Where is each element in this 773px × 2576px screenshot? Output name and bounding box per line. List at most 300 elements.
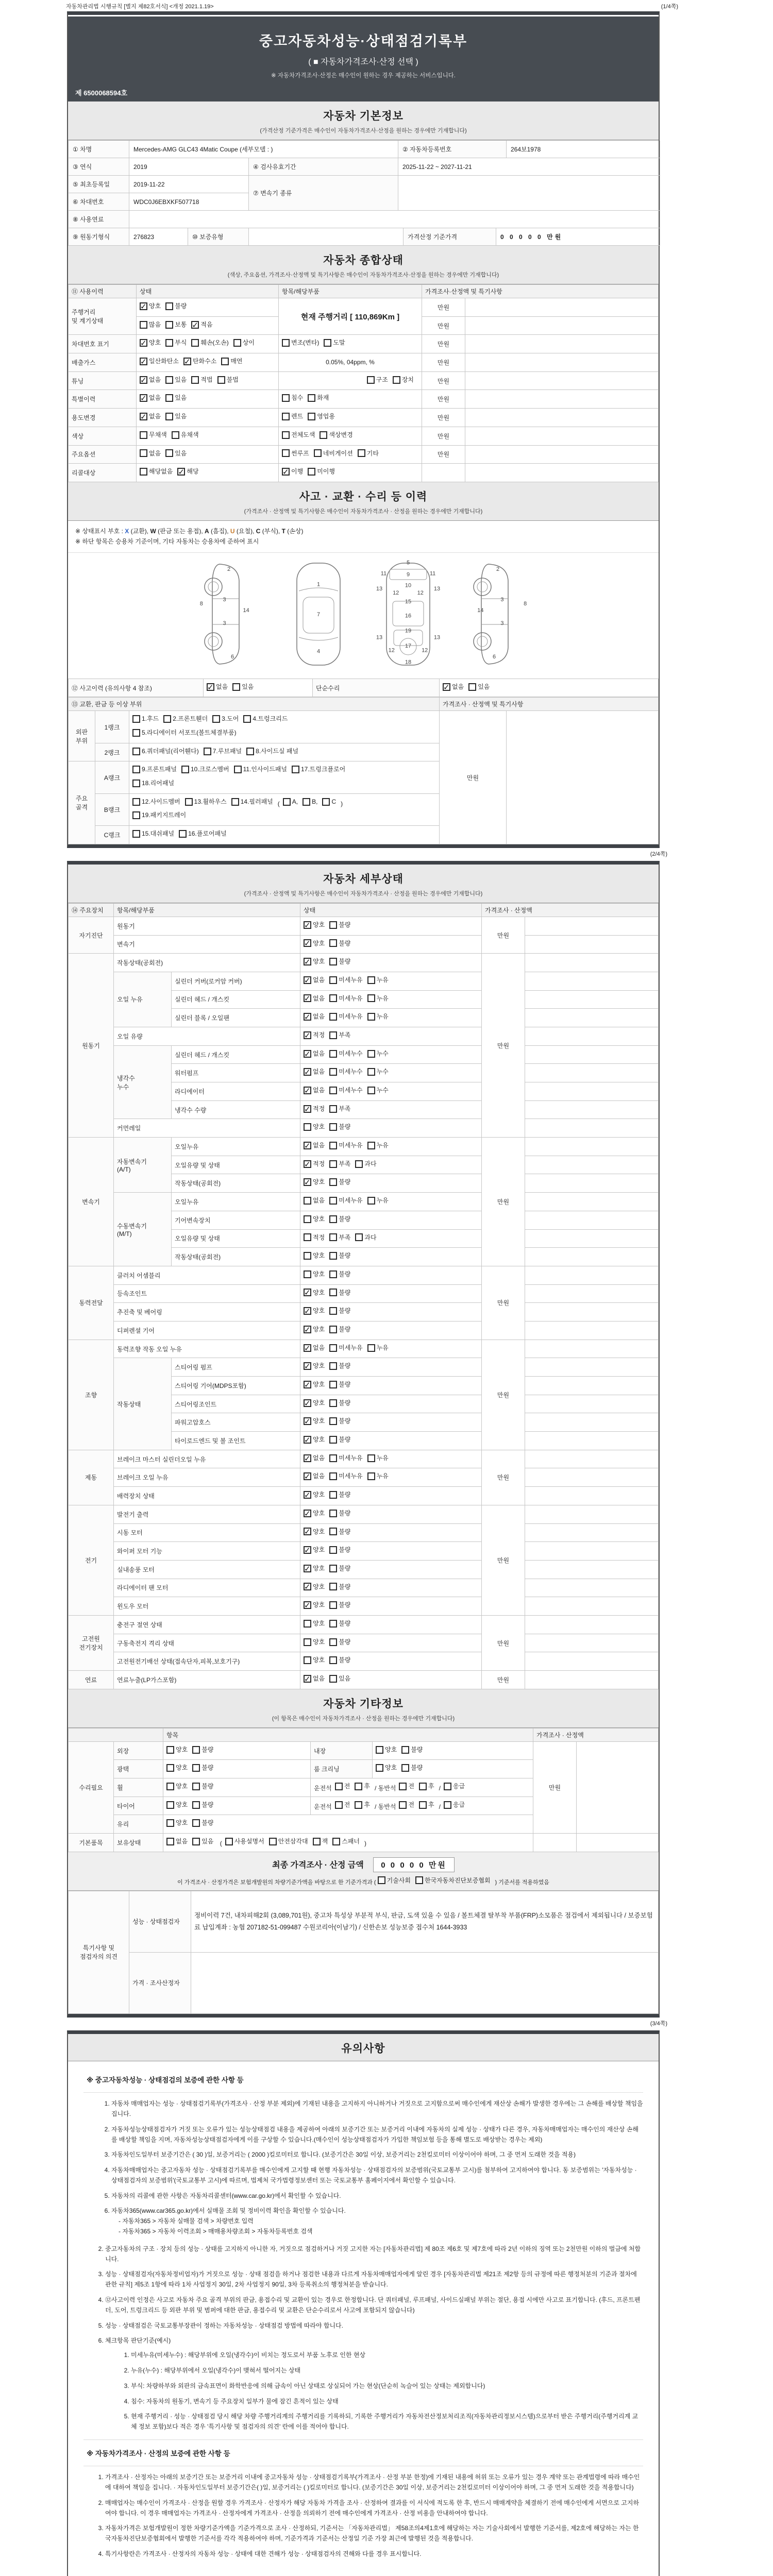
option[interactable]: 미이행 (308, 466, 335, 478)
checkbox[interactable] (329, 921, 337, 929)
option[interactable]: 없음 (166, 1836, 188, 1848)
option[interactable]: 불량 (192, 1817, 213, 1829)
checkbox[interactable] (367, 1197, 375, 1205)
checkbox[interactable] (140, 321, 147, 329)
checkbox[interactable] (367, 1087, 375, 1094)
checkbox[interactable] (308, 468, 315, 476)
checkbox[interactable] (282, 468, 290, 476)
option[interactable]: 보통 (165, 319, 187, 331)
option[interactable]: 12.사이드멤버 (132, 796, 180, 808)
checkbox[interactable] (367, 1142, 375, 1149)
checkbox[interactable] (329, 1068, 337, 1076)
option[interactable]: 사용설명서 (225, 1836, 264, 1848)
checkbox[interactable] (282, 431, 290, 439)
option[interactable]: ✓ 양호 (304, 938, 325, 950)
checkbox[interactable] (212, 715, 220, 723)
checkbox[interactable] (304, 1050, 311, 1058)
checkbox[interactable] (322, 798, 330, 806)
option[interactable]: 불량 (329, 956, 350, 968)
checkbox[interactable] (304, 1638, 311, 1646)
checkbox[interactable] (378, 1876, 385, 1884)
checkbox[interactable] (329, 1656, 337, 1664)
checkbox[interactable] (140, 358, 147, 365)
checkbox[interactable] (132, 798, 140, 806)
option[interactable]: 후 (355, 1799, 370, 1811)
checkbox[interactable] (192, 1819, 200, 1827)
checkbox[interactable] (304, 1068, 311, 1076)
checkbox[interactable] (304, 1160, 311, 1168)
checkbox[interactable] (304, 939, 311, 947)
checkbox[interactable] (367, 1050, 375, 1058)
option[interactable]: 해당없음 (140, 466, 173, 478)
checkbox[interactable] (468, 683, 476, 691)
checkbox[interactable] (140, 394, 147, 402)
checkbox[interactable] (335, 1783, 343, 1790)
option[interactable]: C (322, 796, 336, 808)
checkbox[interactable] (358, 449, 365, 457)
option[interactable]: 불량 (329, 1581, 350, 1593)
option[interactable]: ✓ 양호 (304, 1599, 325, 1611)
option[interactable]: 양호 (166, 1817, 188, 1829)
checkbox[interactable] (329, 1491, 337, 1499)
option[interactable]: 불량 (329, 1250, 350, 1262)
option[interactable]: 양호 (166, 1762, 188, 1774)
option[interactable]: 10.크로스멤버 (181, 764, 229, 775)
checkbox[interactable] (329, 1601, 337, 1609)
option[interactable]: 미세누유 (329, 974, 362, 986)
option[interactable]: 불량 (329, 1507, 350, 1519)
checkbox[interactable] (329, 1620, 337, 1628)
checkbox[interactable] (304, 1675, 311, 1683)
option[interactable]: ✓ 양호 (304, 1581, 325, 1593)
checkbox[interactable] (232, 683, 240, 691)
option[interactable]: 있음 (232, 681, 254, 693)
option[interactable]: 도말 (324, 337, 345, 349)
option[interactable]: 있음 (165, 392, 187, 404)
checkbox[interactable] (314, 449, 322, 457)
option[interactable]: 기타 (358, 448, 379, 460)
checkbox[interactable] (231, 798, 239, 806)
option[interactable]: 11.인사이드패널 (234, 764, 287, 775)
option[interactable]: 불량 (329, 1121, 350, 1133)
checkbox[interactable] (329, 1252, 337, 1260)
option[interactable]: 유채색 (172, 429, 199, 441)
checkbox[interactable] (401, 1746, 409, 1754)
option[interactable]: 누유 (367, 1452, 389, 1464)
checkbox[interactable] (304, 976, 311, 984)
checkbox[interactable] (367, 1472, 375, 1480)
option[interactable]: 누유 (367, 1470, 389, 1482)
checkbox[interactable] (304, 1546, 311, 1554)
option[interactable]: 있음 (468, 681, 490, 693)
option[interactable]: ✓ 양호 (304, 1397, 325, 1409)
option[interactable]: 양호 (376, 1744, 397, 1756)
option[interactable]: 불량 (329, 1636, 350, 1648)
option[interactable]: 9.프론트패널 (132, 764, 177, 775)
checkbox[interactable] (304, 1601, 311, 1609)
checkbox[interactable] (234, 766, 242, 773)
checkbox[interactable] (192, 1746, 200, 1754)
option[interactable]: ✓ 양호 (140, 300, 161, 312)
checkbox[interactable] (367, 994, 375, 1002)
option[interactable]: 불량 (401, 1762, 423, 1774)
checkbox[interactable] (207, 683, 214, 691)
checkbox[interactable] (304, 921, 311, 929)
option[interactable]: ✓ 이행 (282, 466, 303, 478)
option[interactable]: 불량 (329, 1489, 350, 1501)
option[interactable]: 불량 (329, 1305, 350, 1317)
option[interactable]: 잭 (313, 1836, 328, 1848)
option[interactable]: ✓ 없음 (304, 974, 325, 986)
option[interactable]: ✓ 없음 (304, 993, 325, 1005)
option[interactable]: 불량 (329, 1379, 350, 1391)
option[interactable]: 미세누유 (329, 1452, 362, 1464)
checkbox[interactable] (329, 1289, 337, 1296)
option[interactable]: 네비게이션 (314, 448, 353, 460)
checkbox[interactable] (329, 1050, 337, 1058)
option[interactable]: 적정 (304, 1232, 325, 1244)
option[interactable]: 미세누유 (329, 1140, 362, 1151)
option[interactable]: ✓ 적정 (304, 1103, 325, 1115)
option[interactable]: 스패너 (332, 1836, 360, 1848)
checkbox[interactable] (329, 1454, 337, 1462)
option[interactable]: 전 (335, 1799, 350, 1811)
option[interactable]: 양호 (304, 1213, 325, 1225)
checkbox[interactable] (304, 1565, 311, 1572)
option[interactable]: 불량 (329, 1287, 350, 1299)
checkbox[interactable] (191, 376, 199, 384)
option[interactable]: ✓ 양호 (304, 956, 325, 968)
checkbox[interactable] (329, 1123, 337, 1131)
option[interactable]: ✓ 없음 (304, 1066, 325, 1078)
option[interactable]: 양호 (304, 1250, 325, 1262)
option[interactable]: 1.후드 (132, 713, 159, 725)
checkbox[interactable] (419, 1783, 427, 1790)
option[interactable]: ✓ 양호 (304, 1434, 325, 1446)
checkbox[interactable] (329, 1344, 337, 1352)
option[interactable]: 있음 (329, 1673, 350, 1685)
checkbox[interactable] (367, 976, 375, 984)
option[interactable]: 불량 (329, 1618, 350, 1630)
option[interactable]: B, (303, 796, 317, 808)
checkbox[interactable] (304, 1307, 311, 1315)
option[interactable]: 적법 (191, 374, 212, 386)
checkbox[interactable] (329, 1472, 337, 1480)
checkbox[interactable] (304, 1436, 311, 1444)
option[interactable]: 썬루프 (282, 448, 309, 460)
checkbox[interactable] (246, 748, 254, 755)
checkbox[interactable] (166, 1838, 174, 1845)
option[interactable]: 불법 (217, 374, 239, 386)
option[interactable]: 있음 (165, 448, 187, 460)
checkbox[interactable] (329, 1087, 337, 1094)
checkbox[interactable] (165, 413, 173, 420)
checkbox[interactable] (282, 413, 290, 420)
option[interactable]: 2.프론트휀더 (163, 713, 208, 725)
checkbox[interactable] (329, 1399, 337, 1407)
checkbox[interactable] (329, 1510, 337, 1517)
checkbox[interactable] (140, 339, 147, 347)
checkbox[interactable] (166, 1746, 174, 1754)
option[interactable]: ✓ 양호 (140, 337, 161, 349)
checkbox[interactable] (132, 729, 140, 737)
checkbox[interactable] (329, 994, 337, 1002)
checkbox[interactable] (140, 468, 147, 476)
option[interactable]: 누유 (367, 1011, 389, 1023)
option[interactable]: 부족 (329, 1029, 350, 1041)
checkbox[interactable] (225, 1838, 233, 1845)
checkbox[interactable] (304, 1326, 311, 1333)
option[interactable]: 전체도색 (282, 429, 315, 441)
option[interactable]: 누수 (367, 1066, 389, 1078)
option[interactable]: 불량 (329, 1415, 350, 1427)
checkbox[interactable] (303, 798, 310, 806)
option[interactable]: 미세누수 (329, 1066, 362, 1078)
checkbox[interactable] (166, 1819, 174, 1827)
checkbox[interactable] (329, 1270, 337, 1278)
checkbox[interactable] (304, 1399, 311, 1407)
checkbox[interactable] (233, 339, 241, 347)
option[interactable]: 3.도어 (212, 713, 239, 725)
option[interactable]: 누유 (367, 1195, 389, 1207)
option[interactable]: 안전삼각대 (269, 1836, 308, 1848)
option[interactable]: 양호 (376, 1762, 397, 1774)
checkbox[interactable] (444, 1801, 451, 1809)
option[interactable]: 누유 (367, 1342, 389, 1354)
option[interactable]: 후 (355, 1781, 370, 1792)
option[interactable]: 양호 (304, 1268, 325, 1280)
checkbox[interactable] (163, 715, 171, 723)
option[interactable]: ✓ 양호 (304, 919, 325, 931)
option[interactable]: 렌트 (282, 411, 303, 422)
checkbox[interactable] (166, 1801, 174, 1809)
option[interactable]: ✓ 없음 (304, 1673, 325, 1685)
option[interactable]: 부족 (329, 1158, 350, 1170)
checkbox[interactable] (329, 1178, 337, 1186)
checkbox[interactable] (185, 798, 193, 806)
checkbox[interactable] (332, 1838, 340, 1845)
checkbox[interactable] (165, 376, 173, 384)
option[interactable]: 있음 (165, 374, 187, 386)
checkbox[interactable] (140, 431, 147, 439)
checkbox[interactable] (217, 376, 225, 384)
checkbox[interactable] (304, 1454, 311, 1462)
checkbox[interactable] (401, 1764, 409, 1772)
option[interactable]: 부족 (329, 1232, 350, 1244)
checkbox[interactable] (324, 339, 331, 347)
option[interactable]: ✓ 양호 (304, 1415, 325, 1427)
checkbox[interactable] (329, 939, 337, 947)
checkbox[interactable] (204, 748, 211, 755)
option[interactable]: 누수 (367, 1084, 389, 1096)
checkbox[interactable] (329, 1160, 337, 1168)
option[interactable]: 불량 (329, 1434, 350, 1446)
option[interactable]: ✓ 양호 (304, 1176, 325, 1188)
option[interactable]: ✓ 없음 (207, 681, 228, 693)
checkbox[interactable] (304, 1031, 311, 1039)
checkbox[interactable] (192, 1838, 200, 1845)
option[interactable]: 미세누유 (329, 993, 362, 1005)
checkbox[interactable] (132, 811, 140, 819)
checkbox[interactable] (140, 376, 147, 384)
checkbox[interactable] (313, 1838, 321, 1845)
option[interactable]: 4.트렁크리드 (243, 713, 288, 725)
option[interactable]: 불량 (329, 1599, 350, 1611)
checkbox[interactable] (221, 358, 229, 365)
checkbox[interactable] (304, 1472, 311, 1480)
checkbox[interactable] (192, 1801, 200, 1809)
checkbox[interactable] (329, 976, 337, 984)
option[interactable]: 부족 (329, 1103, 350, 1115)
option[interactable]: ✓ 양호 (304, 1324, 325, 1335)
option[interactable]: ✓ 없음 (140, 374, 161, 386)
option[interactable]: 누유 (367, 993, 389, 1005)
checkbox[interactable] (191, 339, 199, 347)
checkbox[interactable] (304, 1620, 311, 1628)
checkbox[interactable] (355, 1160, 363, 1168)
checkbox[interactable] (376, 1764, 383, 1772)
checkbox[interactable] (165, 321, 173, 329)
option[interactable]: 미세누유 (329, 1470, 362, 1482)
checkbox[interactable] (304, 1013, 311, 1021)
checkbox[interactable] (183, 358, 191, 365)
checkbox[interactable] (132, 830, 140, 838)
option[interactable]: 장치 (393, 374, 414, 386)
checkbox[interactable] (329, 1436, 337, 1444)
checkbox[interactable] (304, 1178, 311, 1186)
option[interactable]: 침수 (282, 392, 303, 404)
checkbox[interactable] (304, 1252, 311, 1260)
checkbox[interactable] (304, 1510, 311, 1517)
checkbox[interactable] (132, 748, 140, 755)
checkbox[interactable] (179, 830, 187, 838)
checkbox[interactable] (304, 1344, 311, 1352)
option[interactable]: 응급 (444, 1781, 465, 1792)
checkbox[interactable] (304, 1362, 311, 1370)
option[interactable]: 미세누수 (329, 1084, 362, 1096)
option[interactable]: ✓ 적음 (191, 319, 212, 331)
checkbox[interactable] (304, 1583, 311, 1590)
option[interactable]: 누유 (367, 974, 389, 986)
option[interactable]: ✓ 양호 (304, 1544, 325, 1556)
checkbox[interactable] (165, 449, 173, 457)
checkbox[interactable] (443, 683, 450, 691)
option[interactable]: 상이 (233, 337, 255, 349)
option[interactable]: 6.쿼더패널(리어휀다) (132, 745, 199, 757)
option[interactable]: 미세누유 (329, 1195, 362, 1207)
checkbox[interactable] (166, 1764, 174, 1772)
option[interactable]: 7.루브패널 (204, 745, 242, 757)
option[interactable]: 불량 (192, 1781, 213, 1792)
checkbox[interactable] (166, 1783, 174, 1790)
option[interactable]: 14.필러패널 (231, 796, 273, 808)
checkbox[interactable] (329, 1362, 337, 1370)
option[interactable]: 화재 (308, 392, 329, 404)
option[interactable]: 불량 (329, 919, 350, 931)
option[interactable]: ✓ 없음 (443, 681, 464, 693)
checkbox[interactable] (192, 1764, 200, 1772)
option[interactable]: 불량 (329, 1544, 350, 1556)
option[interactable]: 19.패키지트레이 (132, 809, 186, 821)
checkbox[interactable] (329, 1565, 337, 1572)
option[interactable]: ✓ 적정 (304, 1158, 325, 1170)
checkbox[interactable] (367, 1344, 375, 1352)
option[interactable]: ✓ 양호 (304, 1563, 325, 1574)
appraiser-opinion[interactable] (191, 1952, 659, 2013)
option[interactable]: 양호 (166, 1744, 188, 1756)
option[interactable]: 13.휠하우스 (185, 796, 227, 808)
checkbox[interactable] (329, 1013, 337, 1021)
option[interactable]: ✓ 없음 (304, 1048, 325, 1060)
checkbox[interactable] (304, 1289, 311, 1296)
option[interactable]: 응급 (444, 1799, 465, 1811)
option[interactable]: ✓ 양호 (304, 1526, 325, 1538)
checkbox[interactable] (393, 376, 400, 384)
checkbox[interactable] (329, 1105, 337, 1113)
option[interactable]: 과다 (355, 1232, 376, 1244)
checkbox[interactable] (329, 1307, 337, 1315)
option[interactable]: 없음 (140, 448, 161, 460)
checkbox[interactable] (329, 1142, 337, 1149)
checkbox[interactable] (329, 1215, 337, 1223)
option[interactable]: ✓ 일산화탄소 (140, 355, 179, 367)
option[interactable]: ✓ 없음 (140, 411, 161, 422)
option[interactable]: 불량 (329, 1324, 350, 1335)
option[interactable]: 없음 (304, 1195, 325, 1207)
option[interactable]: 많음 (140, 319, 161, 331)
option[interactable]: ✓ 적정 (304, 1029, 325, 1041)
checkbox[interactable] (329, 1638, 337, 1646)
option[interactable]: ✓ 없음 (140, 392, 161, 404)
option[interactable]: ✓ 해당 (177, 466, 198, 478)
option[interactable]: 변조(변타) (282, 337, 319, 349)
option[interactable]: ✓ 탄화수소 (183, 355, 216, 367)
option[interactable]: A, (283, 796, 298, 808)
option[interactable]: 있음 (192, 1836, 213, 1848)
option[interactable]: 미세누유 (329, 1342, 362, 1354)
option[interactable]: 불량 (401, 1744, 423, 1756)
checkbox[interactable] (329, 1233, 337, 1241)
option[interactable]: ✓ 양호 (304, 1360, 325, 1372)
option[interactable]: ✓ 없음 (304, 1470, 325, 1482)
option[interactable]: 8.사이드실 패널 (246, 745, 298, 757)
option[interactable]: 전 (399, 1781, 414, 1792)
checkbox[interactable] (304, 1417, 311, 1425)
checkbox[interactable] (165, 339, 173, 347)
option[interactable]: 16.플로어패널 (179, 828, 227, 840)
option[interactable]: 불량 (192, 1762, 213, 1774)
checkbox[interactable] (329, 958, 337, 965)
option[interactable]: 5.라디에이터 서포트(볼트체결부품) (132, 727, 237, 739)
checkbox[interactable] (320, 431, 327, 439)
checkbox[interactable] (165, 394, 173, 402)
option[interactable]: 불량 (329, 1268, 350, 1280)
option[interactable]: 양호 (304, 1121, 325, 1133)
checkbox[interactable] (367, 1454, 375, 1462)
option[interactable]: 기술사회 (378, 1876, 411, 1885)
option[interactable]: 양호 (166, 1799, 188, 1811)
option[interactable]: 양호 (304, 1654, 325, 1666)
checkbox[interactable] (304, 1087, 311, 1094)
checkbox[interactable] (399, 1801, 407, 1809)
checkbox[interactable] (292, 766, 299, 773)
option[interactable]: 양호 (304, 1636, 325, 1648)
checkbox[interactable] (304, 994, 311, 1002)
option[interactable]: 미세누유 (329, 1011, 362, 1023)
option[interactable]: 색상변경 (320, 429, 352, 441)
checkbox[interactable] (269, 1838, 277, 1845)
option[interactable]: ✓ 없음 (304, 1140, 325, 1151)
